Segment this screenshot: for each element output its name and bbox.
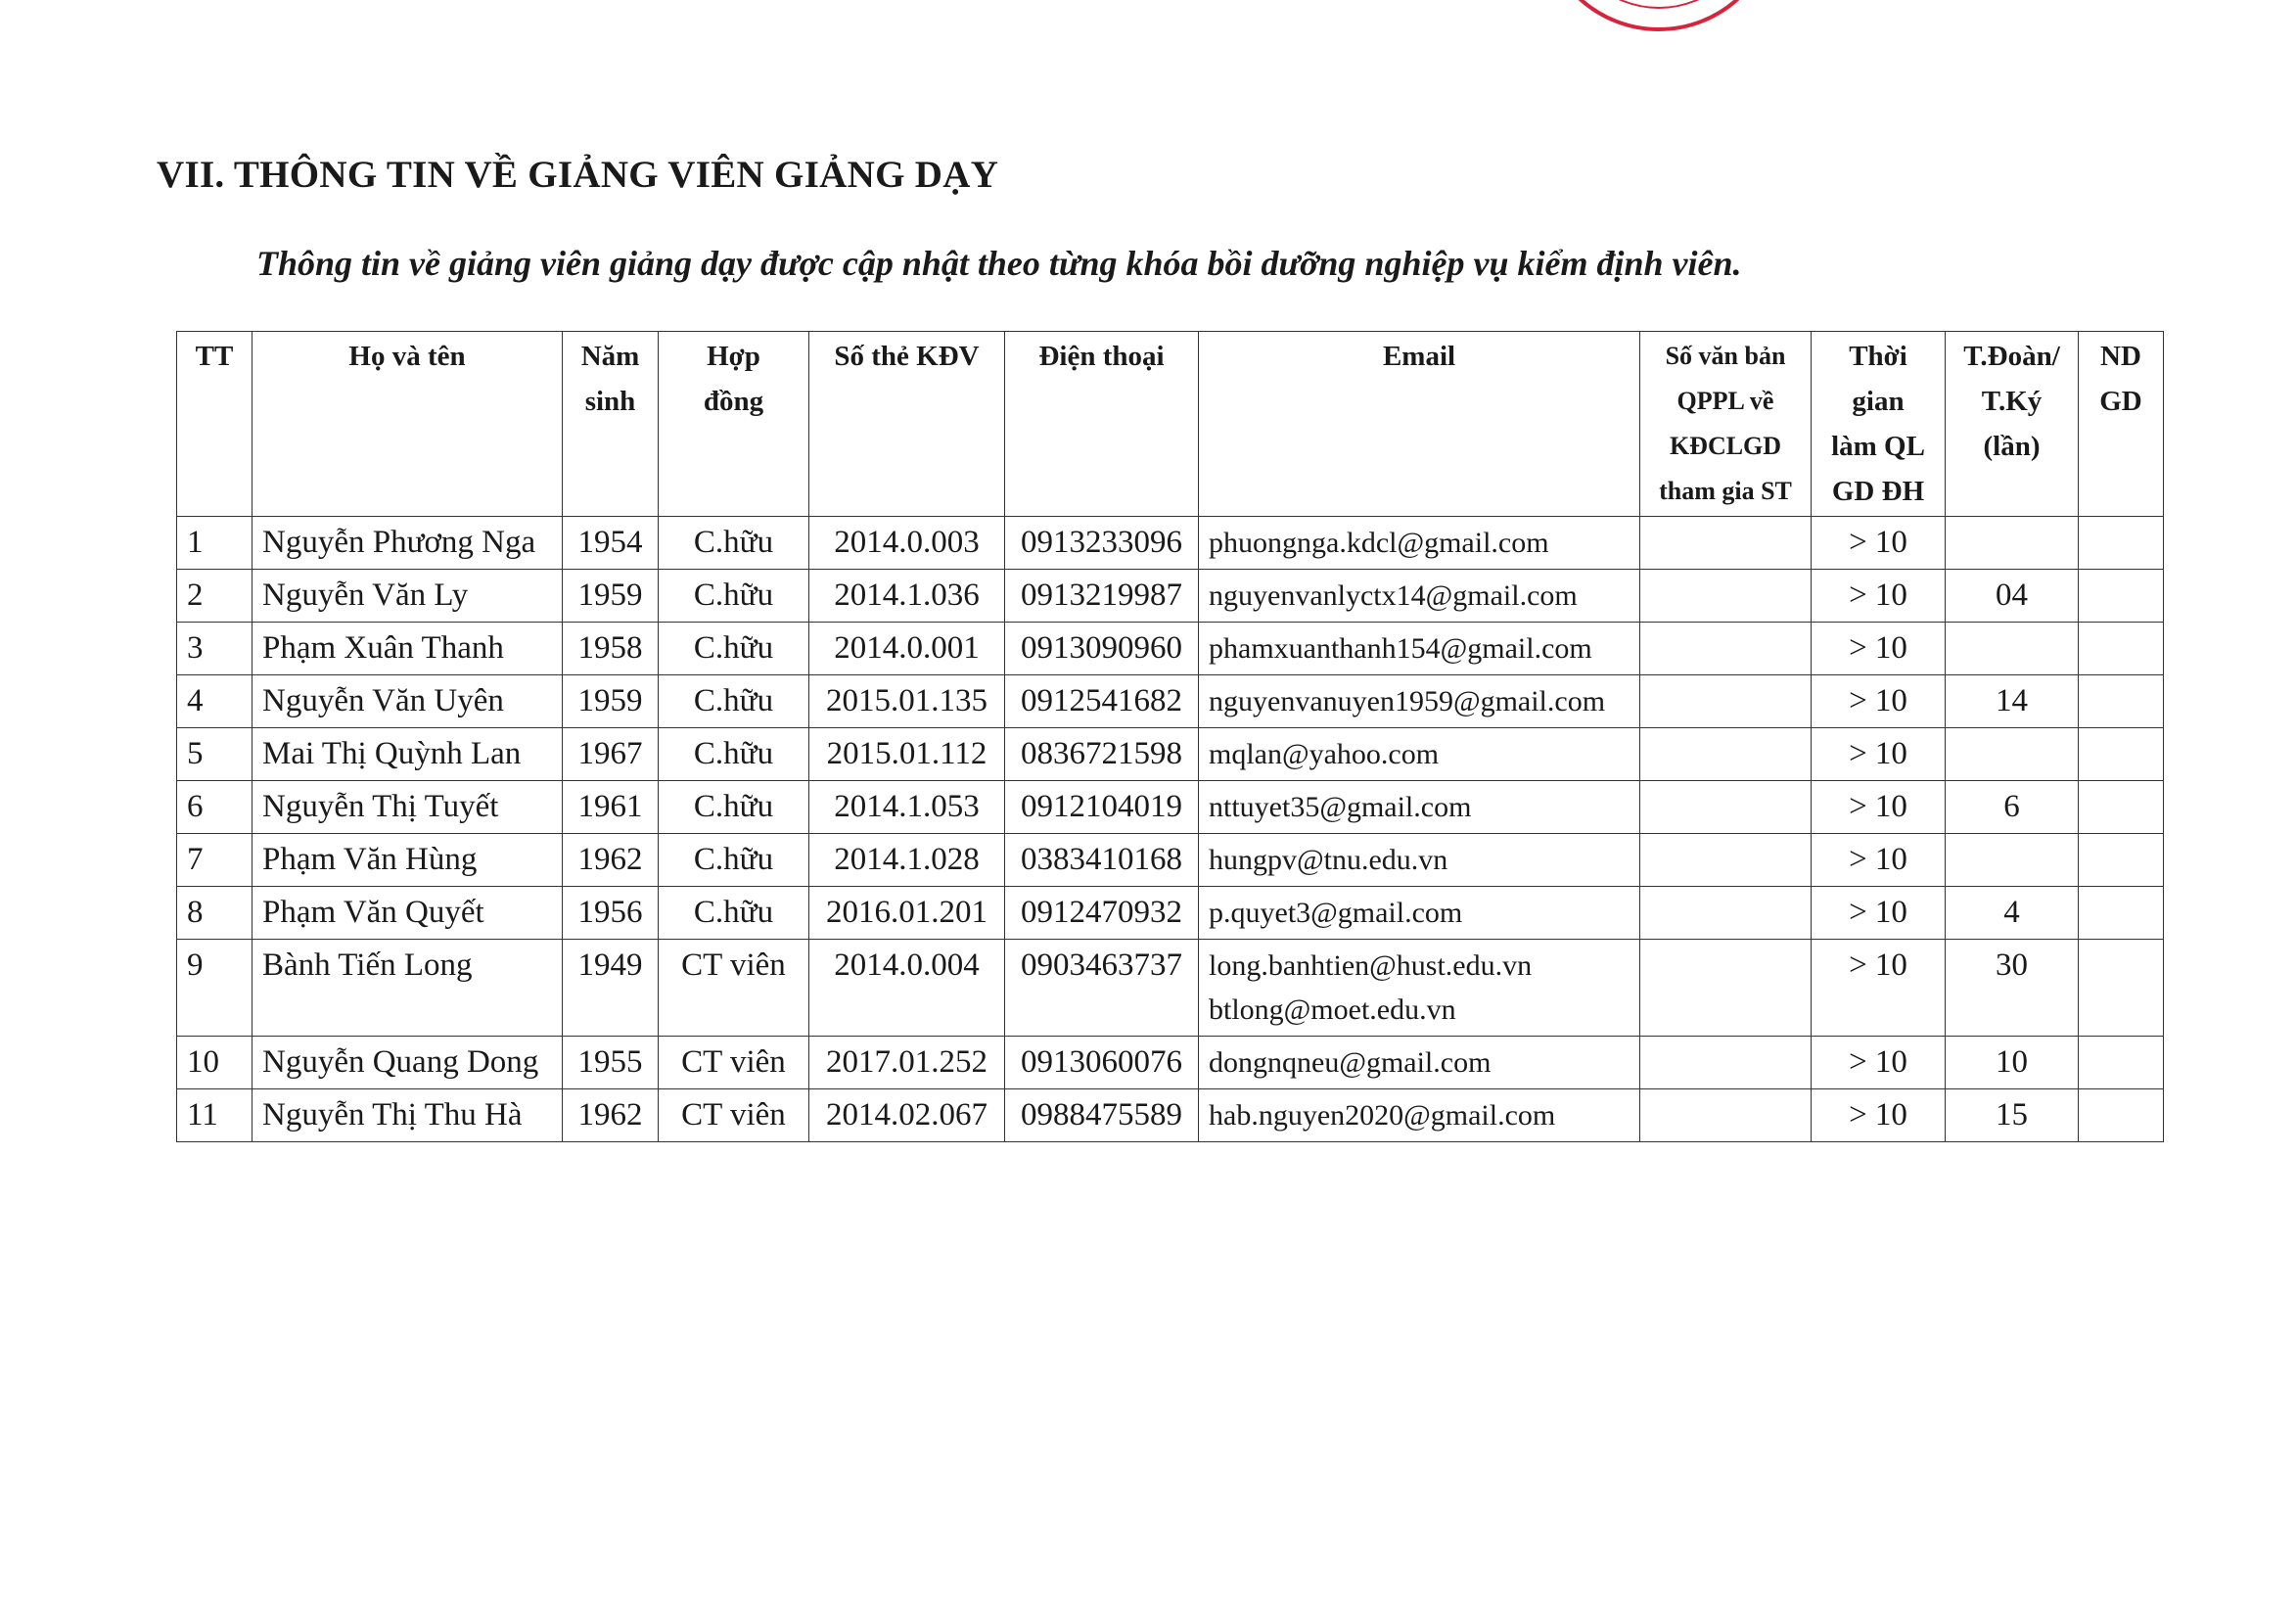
nd-gd-cell	[2079, 1037, 2164, 1089]
card-number-cell: 2017.01.252	[809, 1037, 1005, 1089]
name-cell: Nguyễn Quang Dong	[253, 1037, 563, 1089]
birth-year-cell: 1955	[563, 1037, 659, 1089]
table-row	[177, 623, 2164, 675]
email-address: phamxuanthanh154@gmail.com	[1209, 632, 1592, 665]
birth-year-cell: 1956	[563, 887, 659, 940]
email-cell	[1199, 940, 1640, 1037]
name-cell: Nguyễn Thị Tuyết	[253, 781, 563, 834]
team-count-cell: 30	[1946, 940, 2079, 1037]
qppl-cell	[1640, 728, 1812, 781]
nd-gd-cell	[2079, 570, 2164, 623]
name-cell: Phạm Văn Hùng	[253, 834, 563, 887]
tt-cell: 9	[177, 940, 253, 1037]
team-count-cell	[1946, 728, 2079, 781]
nd-gd-cell	[2079, 781, 2164, 834]
name-cell: Bành Tiến Long	[253, 940, 563, 1037]
header-team-count: T.Đoàn/ T.Ký (lần)	[1946, 332, 2079, 517]
tt-cell: 1	[177, 517, 253, 570]
team-count-cell: 6	[1946, 781, 2079, 834]
header-phone: Điện thoại	[1005, 332, 1199, 517]
qppl-cell	[1640, 1089, 1812, 1142]
contract-cell: C.hữu	[659, 834, 809, 887]
email-address: phuongnga.kdcl@gmail.com	[1209, 527, 1549, 559]
management-time-cell: > 10	[1812, 940, 1946, 1037]
email-address: nttuyet35@gmail.com	[1209, 791, 1472, 823]
nd-gd-cell	[2079, 1089, 2164, 1142]
team-count-cell: 04	[1946, 570, 2079, 623]
phone-cell: 0913233096	[1005, 517, 1199, 570]
phone-cell: 0913090960	[1005, 623, 1199, 675]
table-row	[177, 1089, 2164, 1142]
header-tt: TT	[177, 332, 253, 517]
card-number-cell: 2014.0.001	[809, 623, 1005, 675]
nd-gd-cell	[2079, 623, 2164, 675]
team-count-cell: 14	[1946, 675, 2079, 728]
contract-cell: C.hữu	[659, 675, 809, 728]
management-time-cell: > 10	[1812, 623, 1946, 675]
contract-cell: CT viên	[659, 1037, 809, 1089]
phone-cell: 0913219987	[1005, 570, 1199, 623]
team-count-cell	[1946, 623, 2079, 675]
management-time-cell: > 10	[1812, 517, 1946, 570]
email-address: nguyenvanuyen1959@gmail.com	[1209, 685, 1606, 717]
table-row	[177, 675, 2164, 728]
red-seal-stamp	[1522, 0, 1796, 39]
name-cell: Nguyễn Văn Uyên	[253, 675, 563, 728]
phone-cell: 0912104019	[1005, 781, 1199, 834]
team-count-cell: 4	[1946, 887, 2079, 940]
section-title: VII. THÔNG TIN VỀ GIẢNG VIÊN GIẢNG DẠY	[157, 154, 999, 196]
table-row	[177, 517, 2164, 570]
contract-cell: C.hữu	[659, 517, 809, 570]
name-cell: Nguyễn Thị Thu Hà	[253, 1089, 563, 1142]
contract-cell: C.hữu	[659, 570, 809, 623]
team-count-cell: 15	[1946, 1089, 2079, 1142]
email-cell	[1199, 1037, 1640, 1089]
card-number-cell: 2015.01.112	[809, 728, 1005, 781]
email-cell	[1199, 834, 1640, 887]
birth-year-cell: 1962	[563, 834, 659, 887]
qppl-cell	[1640, 517, 1812, 570]
card-number-cell: 2016.01.201	[809, 887, 1005, 940]
email-cell	[1199, 728, 1640, 781]
management-time-cell: > 10	[1812, 675, 1946, 728]
qppl-cell	[1640, 940, 1812, 1037]
tt-cell: 3	[177, 623, 253, 675]
nd-gd-cell	[2079, 517, 2164, 570]
name-cell: Phạm Văn Quyết	[253, 887, 563, 940]
phone-cell: 0912541682	[1005, 675, 1199, 728]
table-header-row	[177, 332, 2164, 517]
email-address: long.banhtien@hust.edu.vn	[1209, 949, 1533, 982]
table-row	[177, 781, 2164, 834]
tt-cell: 5	[177, 728, 253, 781]
lecturer-table	[176, 331, 2164, 1142]
phone-cell: 0903463737	[1005, 940, 1199, 1037]
phone-cell: 0383410168	[1005, 834, 1199, 887]
email-address: mqlan@yahoo.com	[1209, 738, 1440, 770]
team-count-cell	[1946, 834, 2079, 887]
phone-cell: 0836721598	[1005, 728, 1199, 781]
nd-gd-cell	[2079, 675, 2164, 728]
header-birth-year: Năm sinh	[563, 332, 659, 517]
table-row	[177, 940, 2164, 1037]
table-row	[177, 1037, 2164, 1089]
management-time-cell: > 10	[1812, 728, 1946, 781]
section-subtitle: Thông tin về giảng viên giảng dạy được cập nhật theo từng khóa bồi dưỡng nghiệp vụ kiểm định viên.	[256, 244, 1742, 283]
email-address: hungpv@tnu.edu.vn	[1209, 844, 1448, 876]
header-qppl: Số văn bản QPPL về KĐCLGD tham gia ST	[1640, 332, 1812, 517]
table-row	[177, 570, 2164, 623]
email-address: hab.nguyen2020@gmail.com	[1209, 1099, 1556, 1132]
qppl-cell	[1640, 570, 1812, 623]
name-cell: Phạm Xuân Thanh	[253, 623, 563, 675]
header-nd-gd: ND GD	[2079, 332, 2164, 517]
nd-gd-cell	[2079, 728, 2164, 781]
header-management-time: Thời gian làm QL GD ĐH	[1812, 332, 1946, 517]
qppl-cell	[1640, 887, 1812, 940]
phone-cell: 0912470932	[1005, 887, 1199, 940]
contract-cell: CT viên	[659, 940, 809, 1037]
management-time-cell: > 10	[1812, 1089, 1946, 1142]
birth-year-cell: 1967	[563, 728, 659, 781]
nd-gd-cell	[2079, 834, 2164, 887]
header-name: Họ và tên	[253, 332, 563, 517]
email-cell	[1199, 517, 1640, 570]
qppl-cell	[1640, 675, 1812, 728]
phone-cell: 0988475589	[1005, 1089, 1199, 1142]
tt-cell: 8	[177, 887, 253, 940]
qppl-cell	[1640, 623, 1812, 675]
name-cell: Nguyễn Văn Ly	[253, 570, 563, 623]
contract-cell: C.hữu	[659, 781, 809, 834]
tt-cell: 4	[177, 675, 253, 728]
tt-cell: 6	[177, 781, 253, 834]
header-card-number: Số thẻ KĐV	[809, 332, 1005, 517]
contract-cell: CT viên	[659, 1089, 809, 1142]
management-time-cell: > 10	[1812, 781, 1946, 834]
card-number-cell: 2014.1.028	[809, 834, 1005, 887]
team-count-cell: 10	[1946, 1037, 2079, 1089]
contract-cell: C.hữu	[659, 887, 809, 940]
birth-year-cell: 1954	[563, 517, 659, 570]
birth-year-cell: 1959	[563, 570, 659, 623]
name-cell: Mai Thị Quỳnh Lan	[253, 728, 563, 781]
table-row	[177, 887, 2164, 940]
contract-cell: C.hữu	[659, 728, 809, 781]
birth-year-cell: 1959	[563, 675, 659, 728]
table-row	[177, 728, 2164, 781]
card-number-cell: 2014.0.004	[809, 940, 1005, 1037]
email-cell	[1199, 675, 1640, 728]
tt-cell: 11	[177, 1089, 253, 1142]
tt-cell: 10	[177, 1037, 253, 1089]
qppl-cell	[1640, 834, 1812, 887]
tt-cell: 2	[177, 570, 253, 623]
email-cell	[1199, 781, 1640, 834]
table-row	[177, 834, 2164, 887]
birth-year-cell: 1958	[563, 623, 659, 675]
email-address: dongnqneu@gmail.com	[1209, 1046, 1492, 1079]
email-address: nguyenvanlyctx14@gmail.com	[1209, 579, 1578, 612]
qppl-cell	[1640, 1037, 1812, 1089]
email-cell	[1199, 570, 1640, 623]
tt-cell: 7	[177, 834, 253, 887]
birth-year-cell: 1961	[563, 781, 659, 834]
email-cell	[1199, 887, 1640, 940]
email-cell	[1199, 623, 1640, 675]
email-address-secondary: btlong@moet.edu.vn	[1209, 994, 1456, 1026]
header-contract: Hợp đồng	[659, 332, 809, 517]
qppl-cell	[1640, 781, 1812, 834]
card-number-cell: 2014.1.053	[809, 781, 1005, 834]
card-number-cell: 2014.02.067	[809, 1089, 1005, 1142]
email-cell	[1199, 1089, 1640, 1142]
birth-year-cell: 1949	[563, 940, 659, 1037]
management-time-cell: > 10	[1812, 570, 1946, 623]
management-time-cell: > 10	[1812, 834, 1946, 887]
card-number-cell: 2014.0.003	[809, 517, 1005, 570]
birth-year-cell: 1962	[563, 1089, 659, 1142]
nd-gd-cell	[2079, 940, 2164, 1037]
management-time-cell: > 10	[1812, 887, 1946, 940]
phone-cell: 0913060076	[1005, 1037, 1199, 1089]
nd-gd-cell	[2079, 887, 2164, 940]
card-number-cell: 2015.01.135	[809, 675, 1005, 728]
email-address: p.quyet3@gmail.com	[1209, 897, 1463, 929]
contract-cell: C.hữu	[659, 623, 809, 675]
team-count-cell	[1946, 517, 2079, 570]
name-cell: Nguyễn Phương Nga	[253, 517, 563, 570]
header-email: Email	[1199, 332, 1640, 517]
management-time-cell: > 10	[1812, 1037, 1946, 1089]
card-number-cell: 2014.1.036	[809, 570, 1005, 623]
